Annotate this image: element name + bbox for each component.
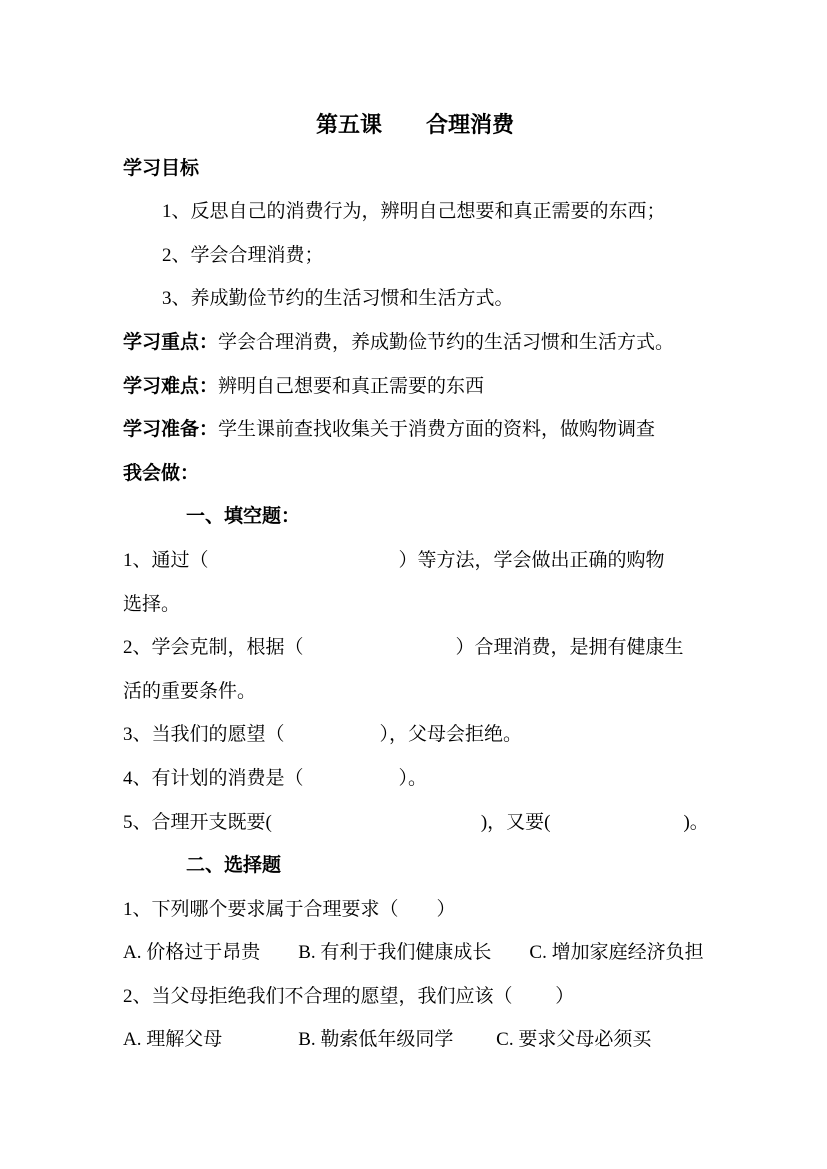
preparation-text: 学生课前查找收集关于消费方面的资料，做购物调查 (218, 419, 656, 441)
difficulty-line (123, 365, 707, 409)
objectives-heading: 学习目标 (123, 157, 200, 179)
fill-in-line-1-wrap: 选择。 (123, 593, 181, 615)
focus-label: 学习重点： (123, 331, 219, 353)
fill-in-line-5: 5、合理开支既要( )，又要( )。 (123, 811, 709, 833)
fill-in-line-2-wrap: 活的重要条件。 (123, 680, 257, 702)
difficulty-text: 辨明自己想要和真正需要的东西 (218, 375, 485, 397)
fill-in-line-3: 3、当我们的愿望（ ），父母会拒绝。 (123, 724, 523, 746)
objective-item-1: 1、反思自己的消费行为，辨明自己想要和真正需要的东西； (162, 201, 666, 223)
choice-options-1: A. 价格过于昂贵 B. 有利于我们健康成长 C. 增加家庭经济负担 (123, 942, 704, 964)
choice-question-2: 2、当父母拒绝我们不合理的愿望，我们应该（ ） (123, 985, 575, 1007)
focus-text: 学会合理消费，养成勤俭节约的生活习惯和生活方式。 (218, 331, 675, 353)
document-title: 第五课 合理消费 (315, 112, 514, 137)
choice-options-2: A. 理解父母 B. 勒索低年级同学 C. 要求父母必须买 (123, 1029, 652, 1051)
practice-heading: 我会做： (123, 462, 200, 484)
objective-item-3: 3、养成勤俭节约的生活习惯和生活方式。 (162, 288, 514, 310)
preparation-label: 学习准备： (123, 419, 219, 441)
fill-in-heading: 一、填空题： (186, 506, 301, 528)
fill-in-line-2: 2、学会克制，根据（ ）合理消费，是拥有健康生 (123, 637, 684, 659)
focus-line (123, 321, 707, 365)
fill-in-line-1: 1、通过（ ）等方法，学会做出正确的购物 (123, 549, 665, 571)
choice-heading: 二、选择题 (186, 855, 282, 877)
preparation-line (123, 408, 707, 452)
fill-in-line-4: 4、有计划的消费是（ ）。 (123, 767, 428, 789)
difficulty-label: 学习难点： (123, 375, 219, 397)
choice-question-1: 1、下列哪个要求属于合理要求（ ） (123, 898, 456, 920)
objective-item-2: 2、学会合理消费； (162, 244, 324, 266)
